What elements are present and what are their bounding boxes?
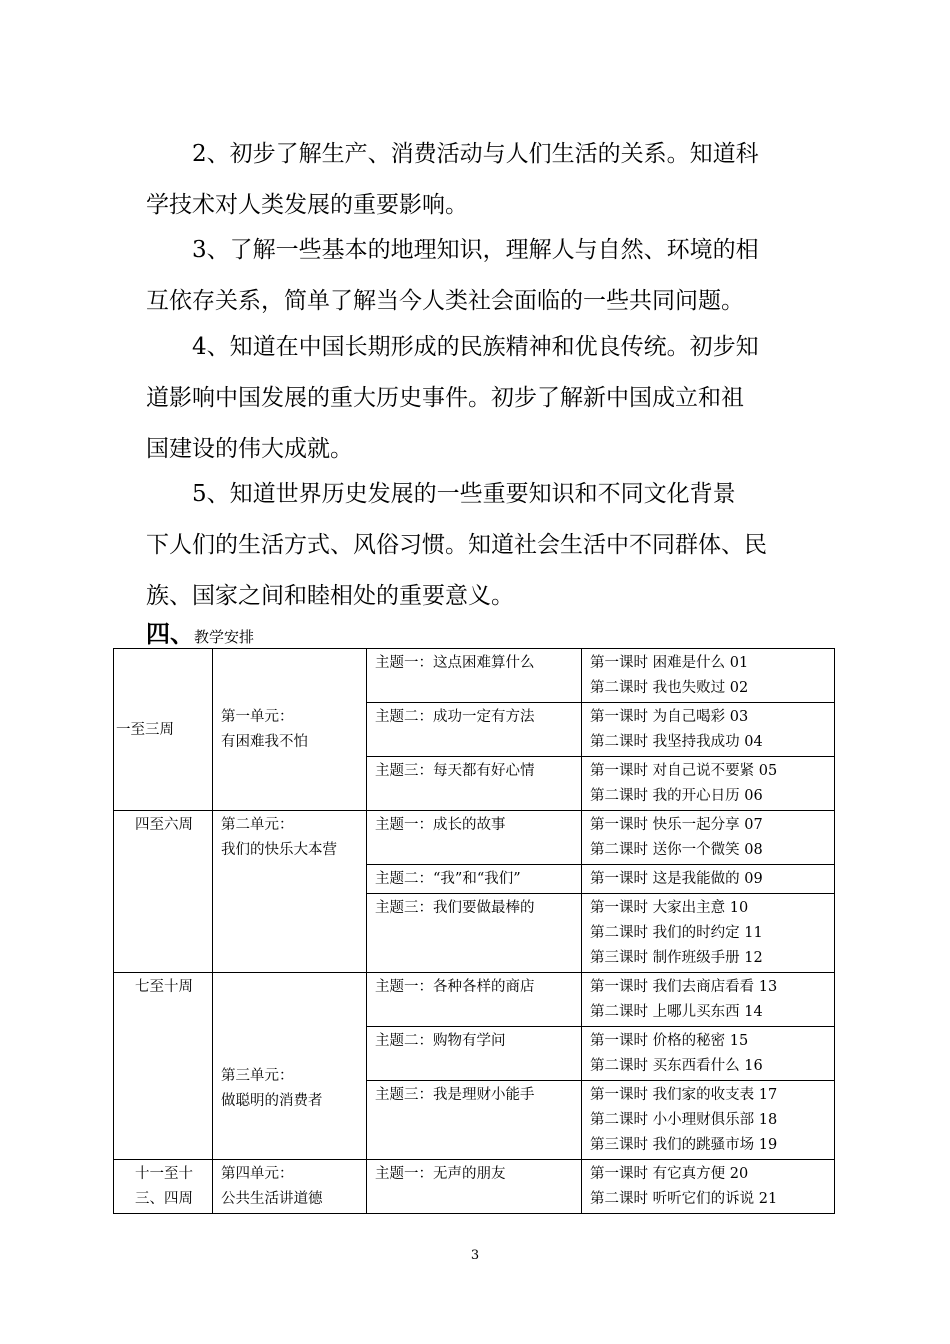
unit-cell: 第四单元： 公共生活讲道德 [213, 1160, 367, 1214]
paragraph-2 [146, 129, 806, 231]
text-line: 道影响中国发展的重大历史事件。初步了解新中国成立和祖 [146, 385, 744, 411]
weeks-cell: 十一至十 三、四周 [114, 1160, 213, 1214]
table-row [114, 973, 835, 1027]
table-row [114, 811, 835, 865]
text-line: 互依存关系，简单了解当今人类社会面临的一些共同问题。 [146, 288, 744, 314]
weeks-cell: 四至六周 [114, 811, 213, 973]
text-line: 国建设的伟大成就。 [146, 436, 353, 462]
lessons-cell: 第一课时 价格的秘密 15 第二课时 买东西看什么 16 [582, 1027, 835, 1081]
text-line: 族、国家之间和睦相处的重要意义。 [146, 583, 514, 609]
table-row [114, 1160, 835, 1214]
theme-cell: 主题二：成功一定有方法 [367, 703, 582, 757]
theme-cell: 主题三：每天都有好心情 [367, 757, 582, 811]
unit-cell: 第二单元： 我们的快乐大本营 [213, 811, 367, 973]
theme-cell: 主题一：无声的朋友 [367, 1160, 582, 1214]
lessons-cell: 第一课时 为自己喝彩 03 第二课时 我坚持我成功 04 [582, 703, 835, 757]
schedule-table [113, 648, 835, 1214]
paragraph-3 [146, 225, 806, 327]
weeks-cell: 七至十周 [114, 973, 213, 1160]
theme-cell: 主题二：购物有学问 [367, 1027, 582, 1081]
weeks-cell: 一至三周 [114, 649, 213, 811]
lessons-cell: 第一课时 有它真方便 20 第二课时 听听它们的诉说 21 [582, 1160, 835, 1214]
lessons-cell: 第一课时 对自己说不要紧 05 第二课时 我的开心日历 06 [582, 757, 835, 811]
theme-cell: 主题一：这点困难算什么 [367, 649, 582, 703]
section-heading [146, 620, 254, 651]
theme-cell: 主题三：我是理财小能手 [367, 1081, 582, 1160]
theme-cell: 主题一：各种各样的商店 [367, 973, 582, 1027]
page-number: 3 [470, 1248, 480, 1263]
theme-cell: 主题三：我们要做最棒的 [367, 894, 582, 973]
lessons-cell: 第一课时 我们家的收支表 17 第二课时 小小理财俱乐部 18 第三课时 我们的跳骚市场 19 [582, 1081, 835, 1160]
section-title: 教学安排 [194, 628, 255, 646]
lessons-cell: 第一课时 困难是什么 01 第二课时 我也失败过 02 [582, 649, 835, 703]
unit-cell: 第三单元： 做聪明的消费者 [213, 973, 367, 1160]
table-row [114, 649, 835, 703]
text-line: 下人们的生活方式、风俗习惯。知道社会生活中不同群体、民 [146, 532, 767, 558]
unit-cell: 第一单元： 有困难我不怕 [213, 649, 367, 811]
text-line: 2、初步了解生产、消费活动与人们生活的关系。知道科 [146, 141, 759, 167]
lessons-cell: 第一课时 快乐一起分享 07 第二课时 送你一个微笑 08 [582, 811, 835, 865]
lessons-cell: 第一课时 这是我能做的 09 [582, 865, 835, 894]
text-line: 3、了解一些基本的地理知识，理解人与自然、环境的相 [146, 237, 759, 263]
section-number: 四、 [146, 619, 194, 648]
theme-cell: 主题一：成长的故事 [367, 811, 582, 865]
text-line: 5、知道世界历史发展的一些重要知识和不同文化背景 [146, 481, 736, 507]
lessons-cell: 第一课时 大家出主意 10 第二课时 我们的时约定 11 第三课时 制作班级手册 12 [582, 894, 835, 973]
paragraph-5 [146, 469, 806, 622]
text-line: 4、知道在中国长期形成的民族精神和优良传统。初步知 [146, 334, 759, 360]
lessons-cell: 第一课时 我们去商店看看 13 第二课时 上哪儿买东西 14 [582, 973, 835, 1027]
theme-cell: 主题二：“我”和“我们” [367, 865, 582, 894]
paragraph-4 [146, 322, 806, 475]
text-line: 学技术对人类发展的重要影响。 [146, 192, 468, 218]
